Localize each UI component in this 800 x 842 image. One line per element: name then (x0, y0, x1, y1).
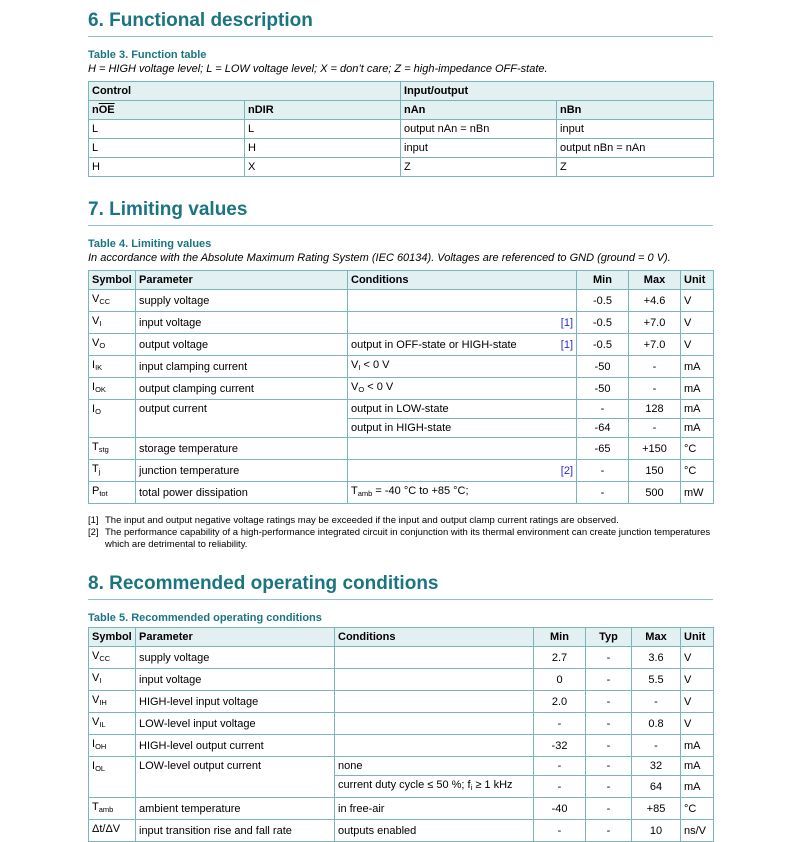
group-header-io: Input/output (401, 82, 714, 101)
col-header-max: Max (629, 271, 681, 290)
symbol: $V_{CC}$ (89, 290, 136, 312)
footnote-1: [1] The input and output negative voltage ratings may be exceeded if the input and output clamp current ratings are observed. (88, 515, 619, 526)
symbol: $T_j$ (89, 460, 136, 482)
table-caption: Table 3. Function table (88, 49, 207, 61)
table-row: $T_j$ junction temperature [2] - 150 °C (89, 460, 714, 482)
col-header-min: Min (534, 628, 586, 647)
col-header-max: Max (632, 628, 681, 647)
symbol: $I_O$ (89, 400, 136, 438)
symbol: $I_{OK}$ (89, 378, 136, 400)
col-header-min: Min (577, 271, 629, 290)
table-note: In accordance with the Absolute Maximum Rating System (IEC 60134). Voltages are referenced to GND (ground = 0 V). (88, 252, 671, 264)
table-row: $V_I$ input voltage 0 - 5.5 V (89, 669, 714, 691)
col-header-conditions: Conditions (348, 271, 577, 290)
table-row: $V_{IL}$ LOW-level input voltage - - 0.8 V (89, 713, 714, 735)
table-note: H = HIGH voltage level; L = LOW voltage level; X = don’t care; Z = high-impedance OFF-state. (88, 63, 548, 75)
col-header-symbol: Symbol (89, 628, 136, 647)
table-row: $I_{OL}$ LOW-level output current none - - 32 mA (89, 757, 714, 776)
col-header-unit: Unit (681, 628, 714, 647)
col-header-symbol: Symbol (89, 271, 136, 290)
symbol: $I_{OL}$ (89, 757, 136, 798)
section-title: 8. Recommended operating conditions (88, 563, 713, 600)
symbol: $I_{IK}$ (89, 356, 136, 378)
table-row: $V_O$ output voltage output in OFF-state or HIGH-state [1] -0.5 +7.0 V (89, 334, 714, 356)
symbol: $V_I$ (89, 669, 136, 691)
footnotes (88, 515, 713, 551)
table-row: $V_{CC}$ supply voltage -0.5 +4.6 V (89, 290, 714, 312)
section-title: 7. Limiting values (88, 189, 713, 226)
col-header-parameter: Parameter (136, 271, 348, 290)
datasheet-page (88, 0, 713, 842)
table-row: $V_{CC}$ supply voltage 2.7 - 3.6 V (89, 647, 714, 669)
col-header-unit: Unit (681, 271, 714, 290)
table-row: $I_O$ output current output in LOW-state - 128 mA (89, 400, 714, 419)
symbol: $V_{CC}$ (89, 647, 136, 669)
table-caption: Table 5. Recommended operating conditions (88, 612, 322, 624)
table-row: $V_I$ input voltage [1] -0.5 +7.0 V (89, 312, 714, 334)
table-row: $T_{stg}$ storage temperature -65 +150 °C (89, 438, 714, 460)
table-row: current duty cycle ≤ 50 %; $f_i \ge 1$ kHz - - 64 mA (89, 776, 714, 798)
symbol: $V_I$ (89, 312, 136, 334)
symbol: $P_{tot}$ (89, 482, 136, 504)
symbol: $I_{OH}$ (89, 735, 136, 757)
section-limiting-values (88, 189, 713, 551)
symbol: $V_{IH}$ (89, 691, 136, 713)
table-row: $T_{amb}$ ambient temperature in free-air -40 - +85 °C (89, 798, 714, 820)
function-table (88, 81, 714, 177)
footnote-2: [2] The performance capability of a high-performance integrated circuit in conjunction with its thermal environment can create junction temperatures which are detrimental to reliability. (88, 527, 711, 550)
table-row: $I_{OK}$ output clamping current $V_O < 0$ V -50 - mA (89, 378, 714, 400)
operating-conditions-table (88, 627, 714, 842)
symbol: $V_{IL}$ (89, 713, 136, 735)
table-row: $P_{tot}$ total power dissipation $T_{amb} = -40$ °C to +85 °C; - 500 mW (89, 482, 714, 504)
symbol: $V_O$ (89, 334, 136, 356)
table-row: output in HIGH-state -64 - mA (89, 419, 714, 438)
group-header-control: Control (89, 82, 401, 101)
table-row: $V_{IH}$ HIGH-level input voltage 2.0 - - V (89, 691, 714, 713)
col-header-noe: $n\overline{OE}$ (89, 101, 245, 120)
table-row: $I_{OH}$ HIGH-level output current -32 - - mA (89, 735, 714, 757)
section-recommended-operating-conditions (88, 563, 713, 842)
footnote-link-1[interactable]: [1] (560, 316, 573, 329)
footnote-link-2[interactable]: [2] (560, 464, 573, 477)
symbol: Δt/ΔV (89, 820, 136, 842)
symbol: $T_{stg}$ (89, 438, 136, 460)
footnote-link-1[interactable]: [1] (560, 338, 573, 351)
table-caption: Table 4. Limiting values (88, 238, 212, 250)
symbol: $T_{amb}$ (89, 798, 136, 820)
col-header-ndir: nDIR (245, 101, 401, 120)
col-header-nbn: nBn (557, 101, 714, 120)
section-functional-description (88, 0, 713, 177)
limiting-values-table (88, 270, 714, 504)
col-header-parameter: Parameter (136, 628, 335, 647)
table-row: Δt/ΔV input transition rise and fall rate outputs enabled - - 10 ns/V (89, 820, 714, 842)
col-header-typ: Typ (586, 628, 632, 647)
col-header-conditions: Conditions (335, 628, 534, 647)
col-header-nan: nAn (401, 101, 557, 120)
table-row: $I_{IK}$ input clamping current $V_I < 0$ V -50 - mA (89, 356, 714, 378)
table-row: L L output nAn = nBn input (89, 120, 714, 139)
table-row: H X Z Z (89, 158, 714, 177)
table-row: L H input output nBn = nAn (89, 139, 714, 158)
section-title: 6. Functional description (88, 0, 713, 37)
